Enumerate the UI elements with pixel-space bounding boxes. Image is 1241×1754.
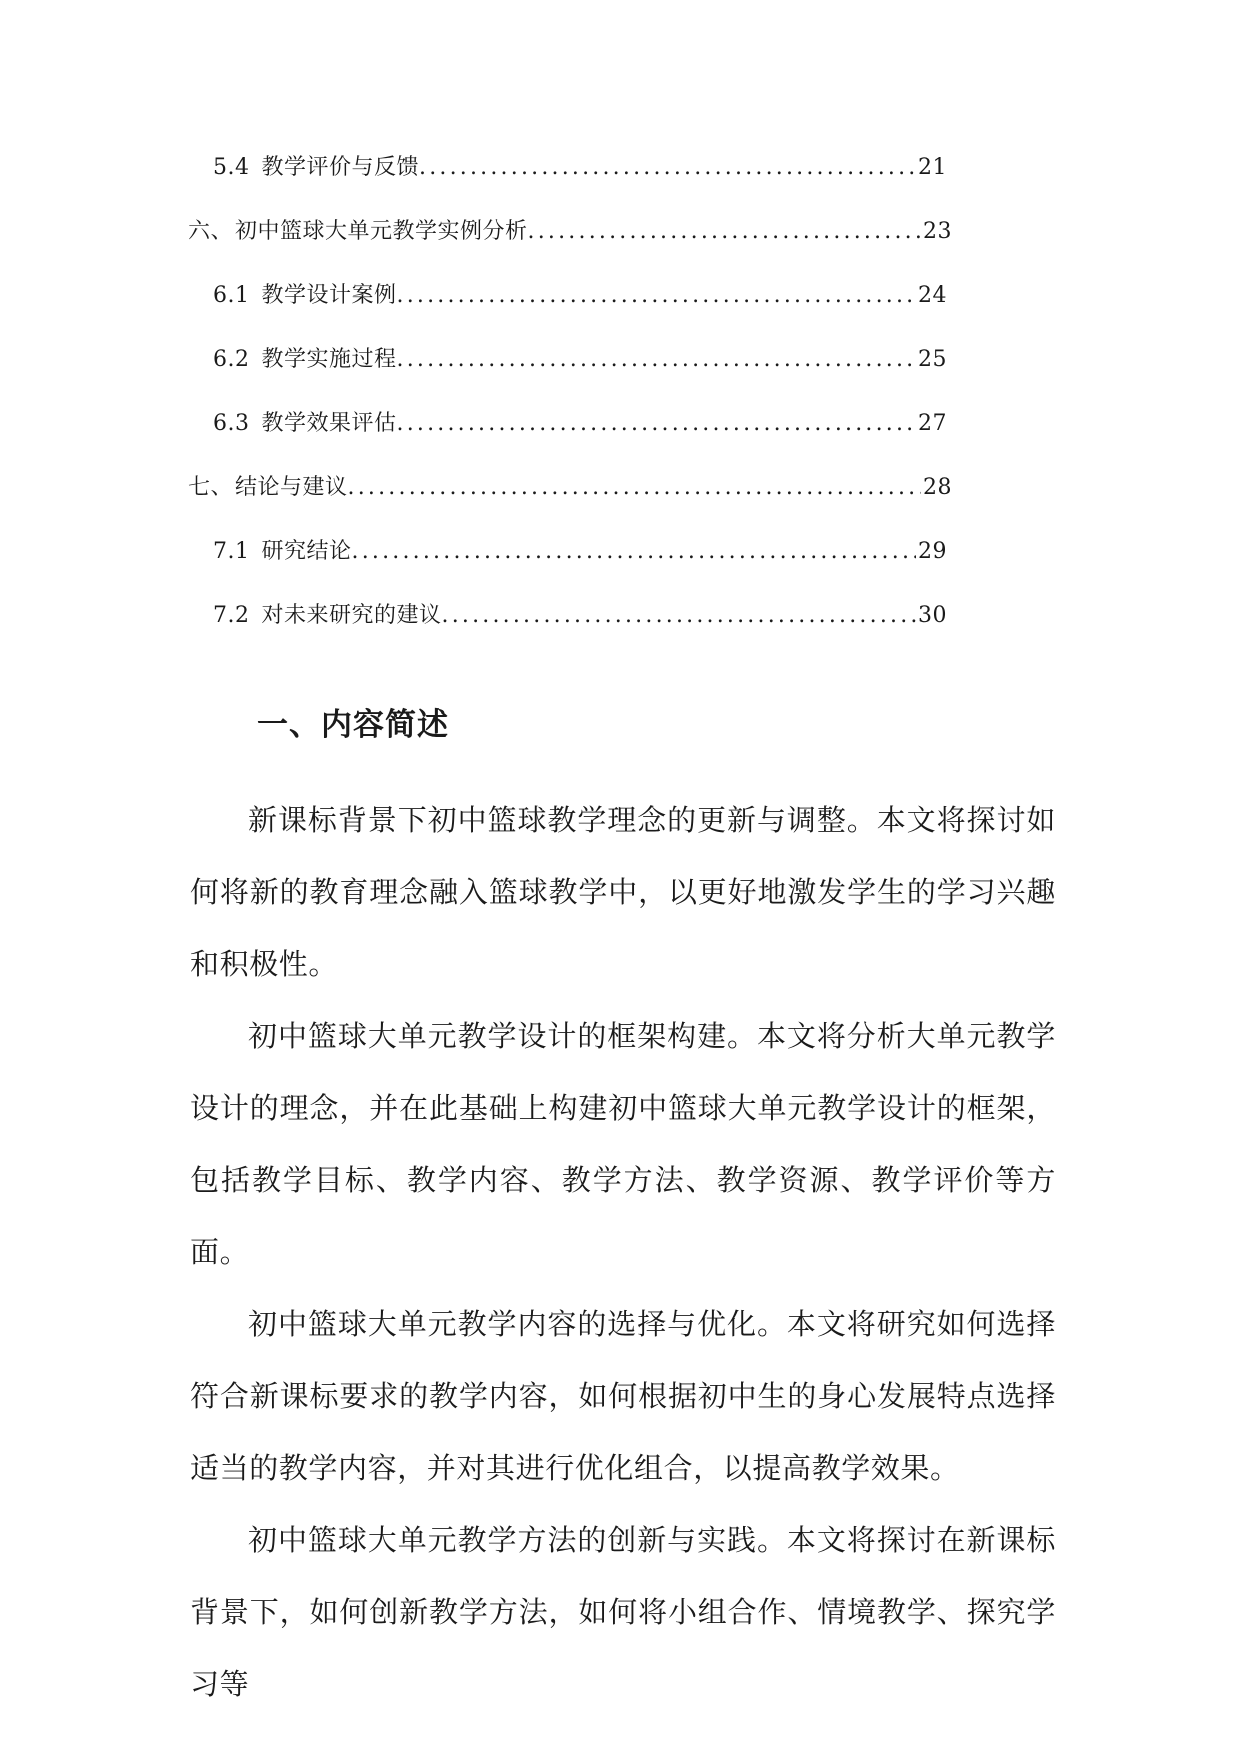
toc-entry-title: 教学设计案例 (261, 283, 397, 308)
section-body (190, 784, 1056, 1720)
toc-entry-7-1[interactable] (213, 532, 947, 572)
toc-leader-dots (397, 276, 916, 316)
toc-entry-number: 6.2 (213, 347, 250, 372)
toc-entry-6-2[interactable] (213, 340, 947, 380)
toc-entry-page: 24 (918, 283, 947, 308)
toc-entry-page: 21 (918, 155, 947, 180)
toc-leader-dots (348, 468, 921, 508)
toc-entry-7[interactable] (188, 468, 952, 508)
toc-entry-5-4[interactable] (213, 148, 947, 188)
toc-entry-page: 25 (918, 347, 947, 372)
toc-leader-dots (528, 212, 921, 252)
toc-entry-page: 23 (923, 219, 952, 244)
toc-leader-dots (419, 148, 916, 188)
body-paragraph: 初中篮球大单元教学设计的框架构建。本文将分析大单元教学设计的理念，并在此基础上构建初中篮球大单元教学设计的框架，包括教学目标、教学内容、教学方法、教学资源、教学评价等方面。 (190, 1019, 1056, 1269)
toc-leader-dots (442, 596, 916, 636)
toc-leader-dots (397, 340, 916, 380)
toc-entry-title: 初中篮球大单元教学实例分析 (235, 219, 528, 244)
toc-entry-page: 28 (923, 475, 952, 500)
toc-entry-number: 六、 (188, 219, 234, 244)
toc-entry-title: 研究结论 (261, 539, 352, 564)
section-heading: 一、内容简述 (257, 707, 449, 743)
toc-entry-title: 教学效果评估 (261, 411, 397, 436)
body-paragraph: 初中篮球大单元教学内容的选择与优化。本文将研究如何选择符合新课标要求的教学内容，如何根据初中生的身心发展特点选择适当的教学内容，并对其进行优化组合，以提高教学效果。 (190, 1307, 1056, 1485)
toc-entry-page: 27 (918, 411, 947, 436)
body-paragraph: 新课标背景下初中篮球教学理念的更新与调整。本文将探讨如何将新的教育理念融入篮球教学中，以更好地激发学生的学习兴趣和积极性。 (190, 803, 1056, 981)
toc-entry-title: 对未来研究的建议 (261, 603, 442, 628)
toc-entry-title: 教学实施过程 (261, 347, 397, 372)
toc-entry-number: 6.1 (213, 283, 250, 308)
toc-entry-title: 结论与建议 (235, 475, 348, 500)
toc-entry-6[interactable] (188, 212, 952, 252)
toc-entry-number: 七、 (188, 475, 234, 500)
toc-entry-page: 30 (918, 603, 947, 628)
toc-entry-page: 29 (918, 539, 947, 564)
toc-leader-dots (352, 532, 916, 572)
toc-entry-6-3[interactable] (213, 404, 947, 444)
body-paragraph: 初中篮球大单元教学方法的创新与实践。本文将探讨在新课标背景下，如何创新教学方法，如何将小组合作、情境教学、探究学习等 (190, 1523, 1056, 1701)
toc-entry-title: 教学评价与反馈 (261, 155, 420, 180)
toc-entry-number: 5.4 (213, 155, 250, 180)
toc-entry-6-1[interactable] (213, 276, 947, 316)
toc-entry-number: 6.3 (213, 411, 250, 436)
toc-entry-number: 7.2 (213, 603, 250, 628)
toc-entry-7-2[interactable] (213, 596, 947, 636)
toc-leader-dots (397, 404, 916, 444)
toc-entry-number: 7.1 (213, 539, 250, 564)
